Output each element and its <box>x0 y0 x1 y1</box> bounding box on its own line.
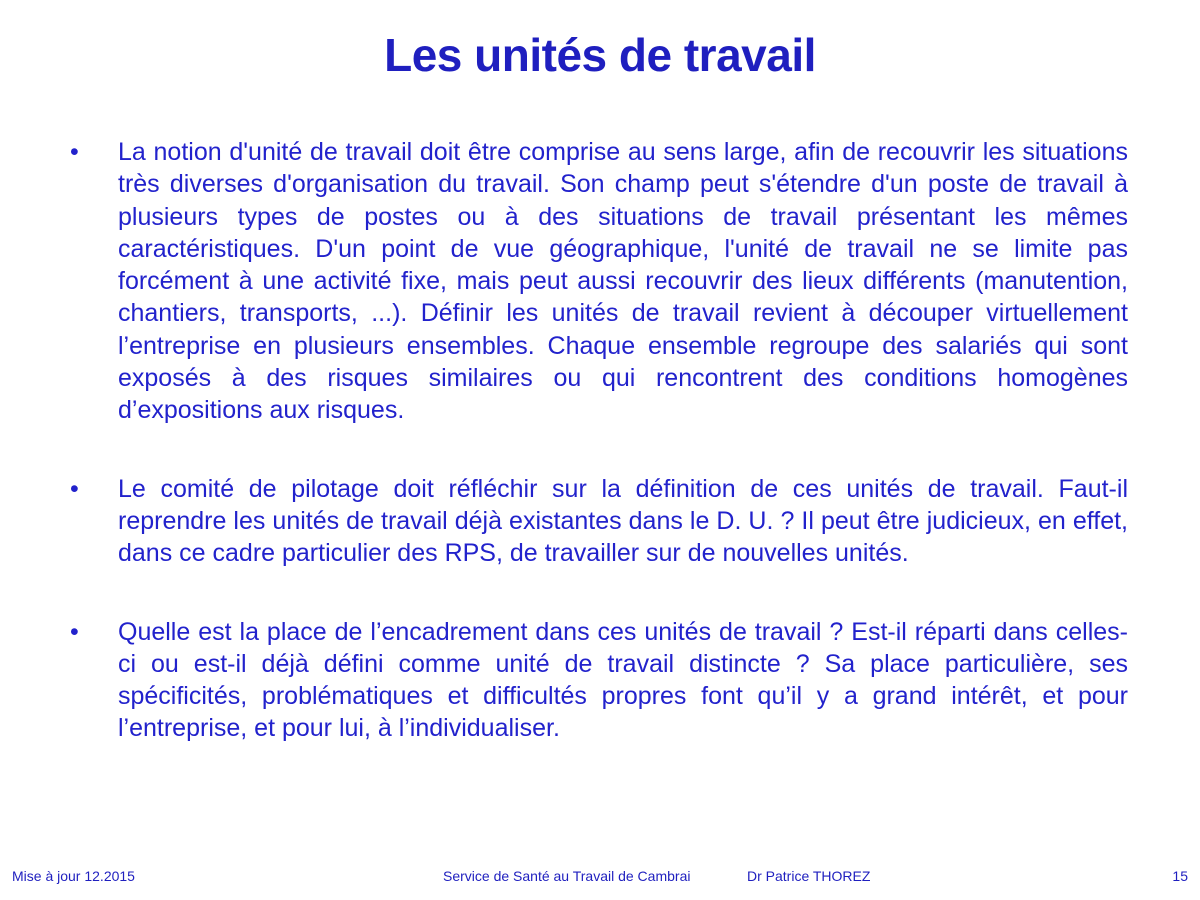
page-number: 15 <box>1172 868 1188 884</box>
footer-service-name: Service de Santé au Travail de Cambrai <box>443 868 691 884</box>
bullet-item <box>70 473 1128 570</box>
bullet-list <box>70 136 1128 745</box>
footer-author: Dr Patrice THOREZ <box>747 868 871 884</box>
bullet-icon: • <box>70 474 79 503</box>
bullet-item <box>70 136 1128 427</box>
bullet-text: Quelle est la place de l’encadrement dans ces unités de travail ? Est-il réparti dans celles-ci ou est-il déjà défini comme unité de travail distincte ? Sa place particulière, ses spécificités, problématiques et difficultés propres font qu’il y a grand intérêt, et pour l’entreprise, et pour lui, à l’individualiser. <box>118 617 1128 743</box>
bullet-text: Le comité de pilotage doit réfléchir sur la définition de ces unités de travail. Faut-il reprendre les unités de travail déjà existantes dans le D. U. ? Il peut être judicieux, en effet, dans ce cadre particulier des RPS, de travailler sur de nouvelles unités. <box>118 474 1128 568</box>
bullet-text: La notion d'unité de travail doit être comprise au sens large, afin de recouvrir les situations très diverses d'organisation du travail. Son champ peut s'étendre d'un poste de travail à plusieurs types de postes ou à des situations de travail présentant les mêmes caractéristiques. D'un point de vue géographique, l'unité de travail ne se limite pas forcément à une activité fixe, mais peut aussi recouvrir des lieux différents (manutention, chantiers, transports, ...). Définir les unités de travail revient à découper virtuellement l’entreprise en plusieurs ensembles. Chaque ensemble regroupe des salariés qui sont exposés à des risques similaires ou qui rencontrent des conditions homogènes d’expositions aux risques. <box>118 138 1128 425</box>
bullet-icon: • <box>70 138 79 166</box>
bullet-item <box>70 616 1128 745</box>
bullet-icon: • <box>70 617 79 646</box>
slide-title: Les unités de travail <box>384 29 816 81</box>
footer-update-date: Mise à jour 12.2015 <box>12 868 135 884</box>
